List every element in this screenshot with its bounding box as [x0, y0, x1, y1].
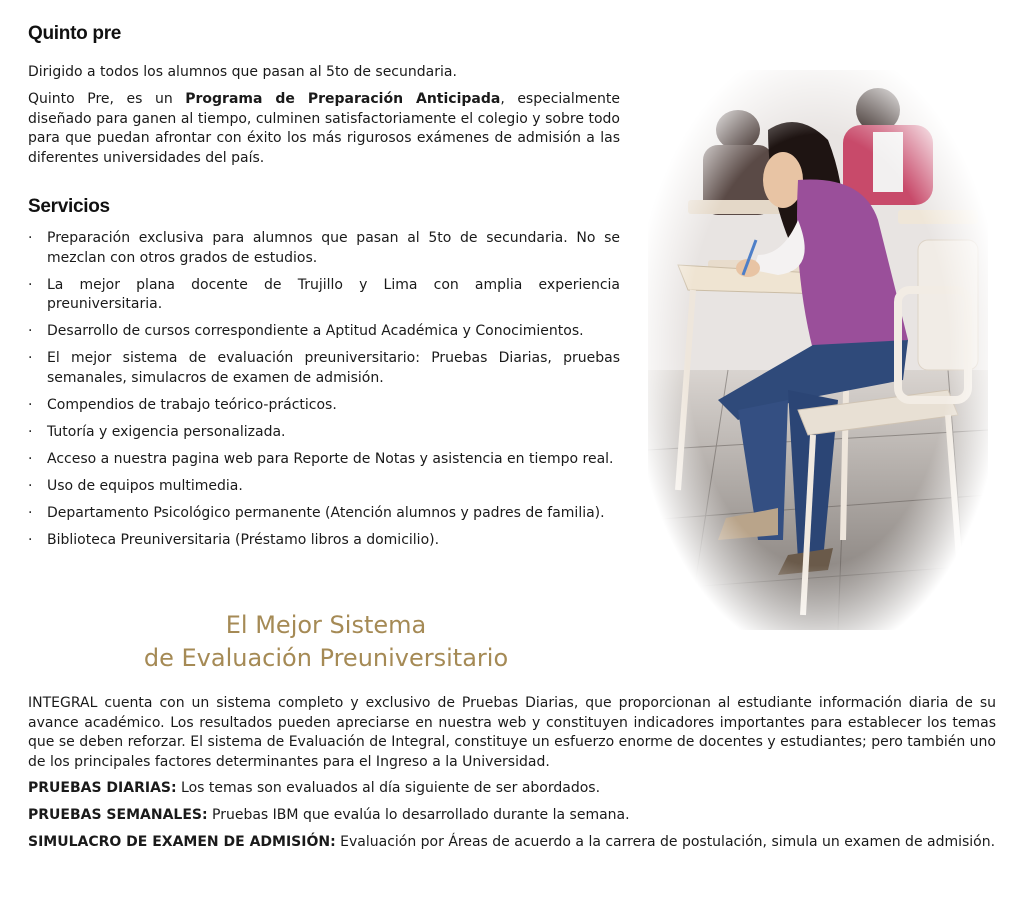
quinto-pre-description: [28, 90, 620, 168]
service-item: [28, 229, 620, 268]
services-list: [28, 229, 620, 558]
bullet-icon: ·: [28, 396, 33, 413]
quinto-pre-intro: Dirigido a todos los alumnos que pasan al 5to de secundaria.: [28, 64, 457, 80]
service-item: [28, 396, 620, 416]
service-item-text: Preparación exclusiva para alumnos que pasan al 5to de secundaria. No se mezclan con otros grados de estudios.: [47, 230, 620, 266]
daily-tests-line: [28, 779, 996, 799]
daily-tests-text: Los temas son evaluados al día siguiente de ser abordados.: [176, 780, 601, 796]
weekly-tests-label: PRUEBAS SEMANALES:: [28, 807, 208, 823]
student-exam-photo: [648, 70, 988, 630]
evaluation-title-line1: El Mejor Sistema: [225, 611, 427, 639]
service-item: [28, 276, 620, 315]
evaluation-title-line2: de Evaluación Preuniversitario: [143, 644, 509, 672]
daily-tests-label: PRUEBAS DIARIAS:: [28, 780, 177, 796]
bullet-icon: ·: [28, 276, 33, 293]
bullet-icon: ·: [28, 423, 33, 440]
service-item-text: La mejor plana docente de Trujillo y Lima con amplia experiencia preuniversitaria.: [47, 276, 620, 312]
simulation-line: [28, 833, 996, 853]
service-item-text: Biblioteca Preuniversitaria (Préstamo libros a domicilio).: [47, 531, 440, 548]
bullet-icon: ·: [28, 531, 33, 548]
service-item-text: El mejor sistema de evaluación preuniversitario: Pruebas Diarias, pruebas semanales, simulacros de examen de admisión.: [47, 350, 620, 386]
weekly-tests-text: Pruebas IBM que evalúa lo desarrollado durante la semana.: [207, 807, 630, 823]
evaluation-intro: INTEGRAL cuenta con un sistema completo y exclusivo de Pruebas Diarias, que proporcionan al estudiante información diaria de su avance académico. Los resultados pueden apreciarse en nuestra web y constituyen indicadores importantes para establecer los temas que se deben reforzar. El sistema de Evaluación de Integral, constituye un esfuerzo enorme de docentes y estudiantes; pero también uno de los principales factores determinantes para el Ingreso a la Universidad.: [28, 695, 996, 770]
service-item: [28, 423, 620, 443]
bullet-icon: ·: [28, 504, 33, 521]
bullet-icon: ·: [28, 323, 33, 339]
simulation-text: Evaluación por Áreas de acuerdo a la carrera de postulación, simula un examen de admisión.: [335, 834, 996, 850]
service-item: [28, 531, 620, 551]
service-item-text: Uso de equipos multimedia.: [47, 477, 243, 494]
description-end: , especialmente diseñado para ganen al tiempo, culminen satisfactoriamente el colegio y sobre todo para que puedan afrontar con éxito los más rigurosos exámenes de admisión a las diferentes universidades del país.: [28, 91, 621, 166]
service-item-text: Desarrollo de cursos correspondiente a Aptitud Académica y Conocimientos.: [47, 323, 584, 339]
service-item-text: Compendios de trabajo teórico-prácticos.: [47, 396, 337, 413]
bullet-icon: ·: [28, 230, 33, 246]
service-item: [28, 450, 620, 470]
bullet-icon: ·: [28, 350, 33, 366]
bullet-icon: ·: [28, 450, 33, 467]
description-bold: Programa de Preparación Anticipada: [185, 91, 501, 107]
service-item-text: Acceso a nuestra pagina web para Reporte de Notas y asistencia en tiempo real.: [47, 450, 614, 467]
service-item: [28, 504, 620, 524]
weekly-tests-line: [28, 806, 996, 826]
services-heading: Servicios: [28, 196, 110, 217]
simulation-label: SIMULACRO DE EXAMEN DE ADMISIÓN:: [28, 834, 336, 850]
service-item-text: Tutoría y exigencia personalizada.: [47, 423, 286, 440]
service-item: [28, 322, 620, 342]
evaluation-title: [96, 609, 556, 675]
bullet-icon: ·: [28, 477, 33, 494]
service-item: [28, 477, 620, 497]
service-item-text: Departamento Psicológico permanente (Atención alumnos y padres de familia).: [47, 504, 605, 521]
quinto-pre-heading: Quinto pre: [28, 23, 122, 44]
service-item: [28, 349, 620, 388]
description-start: Quinto Pre, es un: [28, 91, 186, 107]
